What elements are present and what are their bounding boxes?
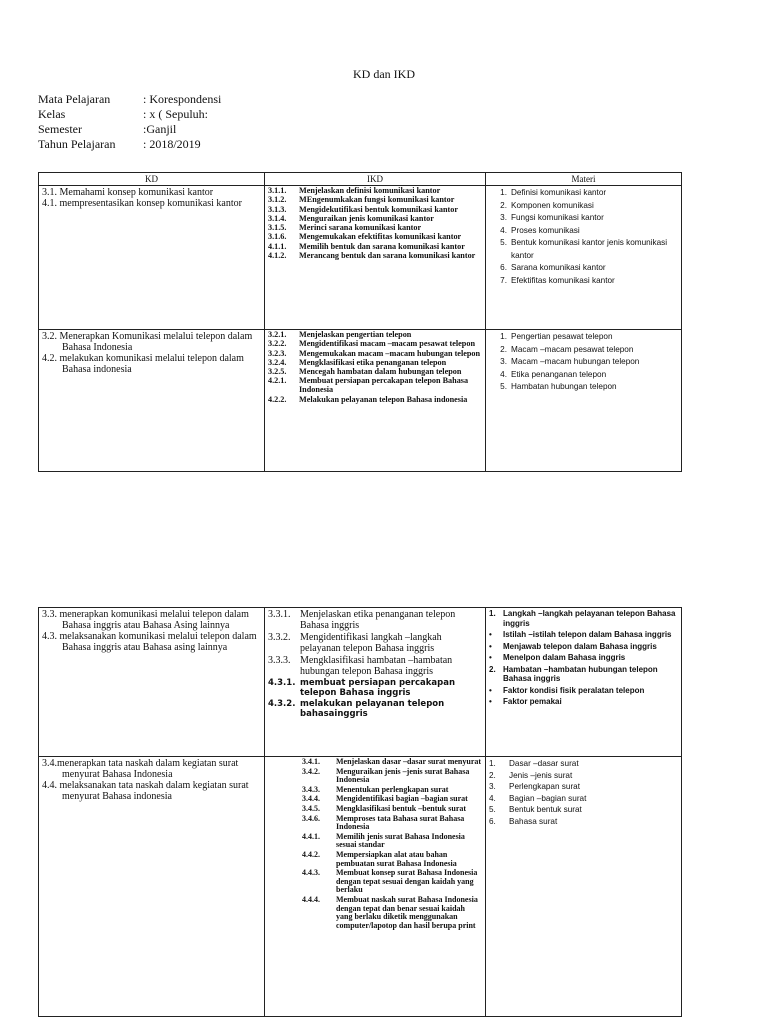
item-number: 3.2.1. xyxy=(268,330,287,339)
item-number: 1. xyxy=(500,188,507,197)
item-number: 3.1.2. xyxy=(268,195,287,205)
ikd-item xyxy=(268,758,482,767)
item-text: Merancang bentuk dan sarana komunikasi kantor xyxy=(299,251,476,261)
ikd-item xyxy=(268,869,482,895)
item-text: Mengidekutifikasi bentuk komunikasi kantor xyxy=(299,204,459,214)
item-number: 1. xyxy=(489,609,496,618)
materi-item xyxy=(489,804,678,816)
materi-item xyxy=(489,344,678,357)
item-text: Mengemukakan efektifitas komunikasi kantor xyxy=(299,232,462,242)
kd-ikd-table-bottom xyxy=(38,607,682,1017)
materi-cell xyxy=(486,186,682,330)
meta-value: :Ganjil xyxy=(143,122,177,136)
table-row xyxy=(39,608,682,757)
item-number: 3.1.4. xyxy=(268,213,287,223)
item-text: Menjelaskan pengertian telepon xyxy=(299,330,412,339)
ikd-item xyxy=(268,795,482,804)
materi-item xyxy=(489,665,678,684)
item-number: 2. xyxy=(489,664,496,674)
materi-item xyxy=(489,697,678,707)
item-text: Mengidentifikasi langkah –langkah pelayanan telepon Bahasa inggris xyxy=(300,632,442,654)
item-number: 4.4.4. xyxy=(302,894,320,904)
ikd-item xyxy=(268,833,482,850)
item-text: Bentuk komunikasi kantor jenis komunikasi kantor xyxy=(511,238,668,260)
materi-item xyxy=(489,225,678,238)
header-kd: KD xyxy=(39,173,265,186)
ikd-item xyxy=(268,805,482,814)
item-number: 4.1.1. xyxy=(268,241,287,251)
item-number: 3.3.3. xyxy=(268,655,291,666)
item-number: 5. xyxy=(500,238,507,247)
item-number: 1. xyxy=(489,759,496,768)
item-text: Proses komunikasi xyxy=(511,225,580,235)
table-header-row xyxy=(39,173,682,186)
item-text: Menelpon dalam Bahasa inggris xyxy=(503,653,626,662)
item-number: 3. xyxy=(500,213,507,222)
materi-cell xyxy=(486,330,682,472)
materi-item xyxy=(489,187,678,200)
item-number: 1. xyxy=(500,332,507,341)
ikd-item xyxy=(268,786,482,795)
table-row xyxy=(39,757,682,1017)
materi-item xyxy=(489,212,678,225)
item-number: 3.4.3. xyxy=(302,784,320,794)
meta-row-semester xyxy=(38,122,221,137)
materi-item xyxy=(489,630,678,640)
materi-item xyxy=(489,653,678,663)
materi-item xyxy=(489,642,678,652)
item-number: 7. xyxy=(500,275,507,285)
kd-cell xyxy=(39,186,265,330)
item-number: 2. xyxy=(500,200,507,210)
item-number: 3.4.4. xyxy=(302,794,320,804)
materi-item xyxy=(489,237,678,262)
item-number: 6. xyxy=(489,816,496,826)
materi-item xyxy=(489,781,678,793)
item-number: 3.1.1. xyxy=(268,186,287,195)
meta-label: Kelas xyxy=(38,107,66,121)
item-text: Mengemukakan macam –macam hubungan telepon xyxy=(299,348,481,358)
item-number: 3. xyxy=(500,357,507,366)
kd-cell xyxy=(39,330,265,472)
item-number: 4.3.1. xyxy=(268,678,296,688)
item-text: Memilih jenis surat Bahasa Indonesia sesuai standar xyxy=(336,831,465,850)
item-number: 4. xyxy=(489,793,496,803)
item-number: 4.4.2. xyxy=(302,849,320,859)
item-text: Bentuk bentuk surat xyxy=(509,805,582,814)
meta-label: Tahun Pelajaran xyxy=(38,137,116,151)
ikd-cell xyxy=(265,757,486,1017)
item-number: 5. xyxy=(500,382,507,391)
meta-value: : 2018/2019 xyxy=(143,137,201,151)
ikd-item xyxy=(268,815,482,832)
item-number: • xyxy=(489,685,492,695)
document-meta xyxy=(38,92,221,152)
table-row xyxy=(39,186,682,330)
item-number: 3.3.1. xyxy=(268,609,291,620)
item-text: Jenis –jenis surat xyxy=(509,770,573,780)
item-text: Fungsi komunikasi kantor xyxy=(511,213,604,222)
item-text: Langkah –langkah pelayanan telepon Bahasa inggris xyxy=(503,609,676,628)
item-number: 3.1.6. xyxy=(268,232,287,242)
meta-value: : x ( Sepuluh: xyxy=(143,107,208,121)
materi-item xyxy=(489,381,678,394)
item-number: 3.1.3. xyxy=(268,204,287,214)
meta-label: Semester xyxy=(38,122,82,136)
item-number: 4. xyxy=(500,369,507,379)
item-text: Mengklasifikasi hambatan –hambatan hubungan telepon Bahasa inggris xyxy=(300,655,453,677)
item-number: 4. xyxy=(500,225,507,235)
item-number: 3.4.5. xyxy=(302,803,320,813)
item-text: Membuat persiapan percakapan telepon Bahasa Indonesia xyxy=(299,376,469,395)
item-text: Mengklasifikasi etika penanganan telepon xyxy=(299,357,447,367)
kd-item: 3.3. menerapkan komunikasi melalui telepon dalam Bahasa inggris atau Bahasa Asing lainnya xyxy=(42,609,249,631)
meta-value: : Korespondensi xyxy=(143,92,222,106)
ikd-item xyxy=(268,252,482,261)
ikd-item xyxy=(268,632,482,654)
item-number: 3.2.3. xyxy=(268,348,287,358)
materi-item xyxy=(489,816,678,828)
materi-cell xyxy=(486,757,682,1017)
item-number: • xyxy=(489,697,492,706)
item-number: 4.4.1. xyxy=(302,831,320,841)
item-number: 4.3.2. xyxy=(268,699,296,709)
item-text: Mempersiapkan alat atau bahan pembuatan surat Bahasa Indonesia xyxy=(336,849,457,868)
item-text: Memproses tata Bahasa surat Bahasa Indonesia xyxy=(336,813,465,832)
item-text: Melakukan pelayanan telepon Bahasa indonesia xyxy=(299,394,468,404)
item-text: Sarana komunikasi kantor xyxy=(511,263,606,272)
item-text: Merinci sarana komunikasi kantor xyxy=(299,223,422,233)
item-number: 4.1.2. xyxy=(268,251,287,261)
item-number: 6. xyxy=(500,263,507,272)
kd-item: 4.2. melakukan komunikasi melalui telepon dalam Bahasa indonesia xyxy=(42,353,244,375)
kd-item: 4.1. mempresentasikan konsep komunikasi kantor xyxy=(42,198,242,209)
item-text: Hambatan –hambatan hubungan telepon Bahasa inggris xyxy=(503,664,658,683)
materi-item xyxy=(489,770,678,782)
ikd-item xyxy=(268,768,482,785)
ikd-item xyxy=(268,609,482,631)
item-text: Komponen komunikasi xyxy=(511,200,594,210)
item-number: 3.2.2. xyxy=(268,339,287,349)
item-number: 3.2.4. xyxy=(268,357,287,367)
materi-item xyxy=(489,609,678,628)
header-ikd: IKD xyxy=(265,173,486,186)
item-number: 3.4.6. xyxy=(302,813,320,823)
meta-row-class xyxy=(38,107,221,122)
item-text: melakukan pelayanan telepon bahasainggris xyxy=(300,699,445,719)
meta-row-subject xyxy=(38,92,221,107)
item-number: 3.1.5. xyxy=(268,223,287,233)
ikd-item xyxy=(268,196,482,205)
materi-item xyxy=(489,262,678,275)
item-text: Menjelaskan etika penanganan telepon Bahasa inggris xyxy=(300,609,456,631)
meta-row-year xyxy=(38,137,221,152)
item-text: Dasar –dasar surat xyxy=(509,759,579,768)
kd-cell xyxy=(39,608,265,757)
ikd-item xyxy=(268,851,482,868)
item-text: Menguraikan jenis –jenis surat Bahasa Indonesia xyxy=(336,766,470,785)
item-text: Etika penanganan telepon xyxy=(511,369,607,379)
materi-item xyxy=(489,356,678,369)
item-number: 4.2.2. xyxy=(268,394,287,404)
item-number: • xyxy=(489,641,492,651)
item-number: 3. xyxy=(489,782,496,791)
kd-cell xyxy=(39,757,265,1017)
item-text: Menjelaskan definisi komunikasi kantor xyxy=(299,186,441,195)
document-title: KD dan IKD xyxy=(353,67,415,81)
item-number: 3.2.5. xyxy=(268,367,287,377)
ikd-item xyxy=(268,340,482,349)
item-text: MEngenumkakan fungsi komunikasi kantor xyxy=(299,195,455,205)
ikd-item xyxy=(268,396,482,405)
item-number: 3.3.2. xyxy=(268,632,291,643)
item-text: Mengidentifikasi macam –macam pesawat telepon xyxy=(299,339,476,349)
kd-ikd-table-top xyxy=(38,172,682,472)
meta-label: Mata Pelajaran xyxy=(38,92,111,106)
item-text: Mengklasifikasi bentuk –bentuk surat xyxy=(336,803,467,813)
materi-item xyxy=(489,686,678,696)
materi-item xyxy=(489,793,678,805)
item-number: 3.4.2. xyxy=(302,766,320,776)
ikd-item xyxy=(268,233,482,242)
item-text: membuat persiapan percakapan telepon Bahasa inggris xyxy=(300,678,456,698)
materi-item xyxy=(489,200,678,213)
item-text: Definisi komunikasi kantor xyxy=(511,188,607,197)
ikd-item xyxy=(268,678,482,698)
item-text: Hambatan hubungan telepon xyxy=(511,382,617,391)
item-text: Mengidentifikasi bagian –bagian surat xyxy=(336,794,468,804)
item-number: 2. xyxy=(500,344,507,354)
item-number: 5. xyxy=(489,805,496,814)
item-text: Efektifitas komunikasi kantor xyxy=(511,275,615,285)
kd-item: 3.2. Menerapkan Komunikasi melalui telepon dalam Bahasa Indonesia xyxy=(42,331,253,353)
item-text: Mencegah hambatan dalam hubungan telepon xyxy=(299,367,462,377)
kd-item: 4.3. melaksanakan komunikasi melalui telepon dalam Bahasa inggris atau Bahasa asing lainnya xyxy=(42,631,257,653)
item-text: Menguraikan jenis komunikasi kantor xyxy=(299,213,434,223)
materi-item xyxy=(489,275,678,288)
kd-item: 3.1. Memahami konsep komunikasi kantor xyxy=(42,187,214,198)
item-text: Macam –macam pesawat telepon xyxy=(511,344,634,354)
item-text: Membuat konsep surat Bahasa Indonesia dengan tepat sesuai dengan kaidah yang berlaku xyxy=(336,868,478,895)
table-row xyxy=(39,330,682,472)
item-number: 4.2.1. xyxy=(268,376,287,386)
materi-item xyxy=(489,331,678,344)
item-number: 3.4.1. xyxy=(302,757,320,766)
ikd-item xyxy=(268,377,482,395)
kd-item: 4.4. melaksanakan tata naskah dalam kegiatan surat menyurat Bahasa indonesia xyxy=(42,780,249,802)
item-text: Menjawab telepon dalam Bahasa inggris xyxy=(503,641,657,651)
materi-item xyxy=(489,758,678,770)
item-number: 4.4.3. xyxy=(302,868,320,878)
ikd-cell xyxy=(265,186,486,330)
item-number: • xyxy=(489,630,492,639)
item-number: 2. xyxy=(489,770,496,780)
kd-item: 3.4.menerapkan tata naskah dalam kegiatan surat menyurat Bahasa Indonesia xyxy=(42,758,239,780)
ikd-item xyxy=(268,699,482,719)
item-text: Memilih bentuk dan sarana komunikasi kantor xyxy=(299,241,465,251)
item-text: Bahasa surat xyxy=(509,816,558,826)
item-text: Pengertian pesawat telepon xyxy=(511,332,613,341)
materi-cell xyxy=(486,608,682,757)
item-text: Membuat naskah surat Bahasa Indonesia dengan tepat dan benar sesuai kaidah yang berlaku diketik menggunakan computer/lapotop dan hasil berupa print xyxy=(336,894,478,930)
materi-item xyxy=(489,369,678,382)
item-text: Menjelaskan dasar –dasar surat menyurat xyxy=(336,757,482,766)
ikd-item xyxy=(268,896,482,930)
header-materi: Materi xyxy=(486,173,682,186)
item-number: • xyxy=(489,653,492,662)
item-text: Istilah –istilah telepon dalam Bahasa inggris xyxy=(503,630,672,639)
item-text: Menentukan perlengkapan surat xyxy=(336,784,449,794)
ikd-cell xyxy=(265,330,486,472)
item-text: Perlengkapan surat xyxy=(509,782,581,791)
ikd-cell xyxy=(265,608,486,757)
item-text: Bagian –bagian surat xyxy=(509,793,587,803)
item-text: Macam –macam hubungan telepon xyxy=(511,357,640,366)
item-text: Faktor pemakai xyxy=(503,697,562,706)
item-text: Faktor kondisi fisik peralatan telepon xyxy=(503,685,645,695)
ikd-item xyxy=(268,655,482,677)
